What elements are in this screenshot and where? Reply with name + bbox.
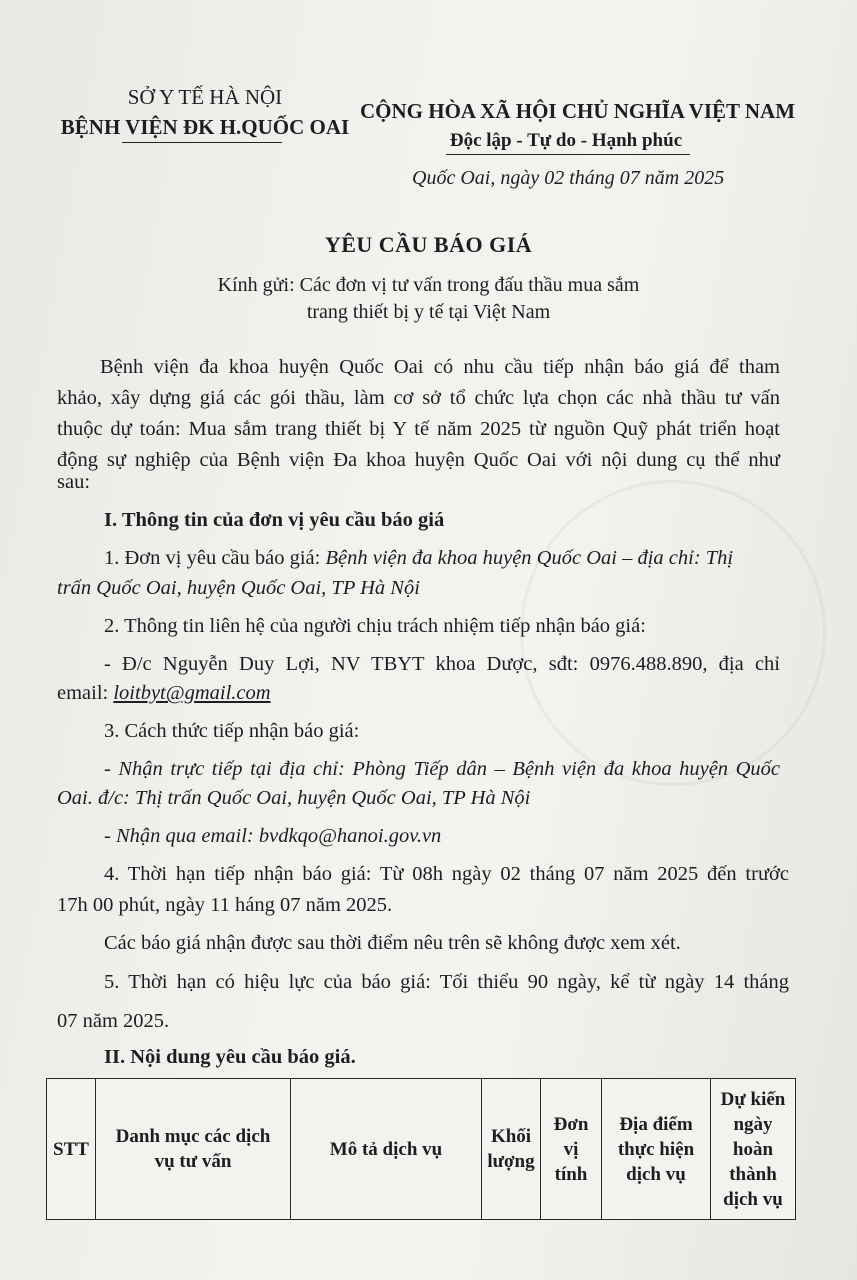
header-text: lượng (487, 1151, 535, 1172)
col-header-quantity (482, 1079, 541, 1220)
header-text: STT (53, 1138, 89, 1160)
header-text: tính (554, 1163, 588, 1185)
header-text: vụ tư vấn (154, 1151, 232, 1172)
section-2-heading: II. Nội dung yêu cầu báo giá. (104, 1046, 356, 1068)
header-text: ngày (733, 1113, 773, 1135)
item-1-label: 1. Đơn vị yêu cầu báo giá: (104, 547, 326, 569)
method-direct-address: Oai. đ/c: Thị trấn Quốc Oai, huyện Quốc Oai, TP Hà Nội (57, 787, 531, 809)
header-text: thành (729, 1163, 777, 1185)
item-1 (104, 547, 733, 570)
recipient-line-2: trang thiết bị y tế tại Việt Nam (306, 301, 551, 323)
quote-request-table (46, 1078, 796, 1220)
contact-email-link[interactable]: loitbyt@gmail.com (113, 682, 271, 704)
intro-line-1: Bệnh viện đa khoa huyện Quốc Oai có nhu cầu tiếp nhận báo giá để tham (100, 356, 780, 378)
issuer-hospital: BỆNH VIỆN ĐK H.QUỐC OAI (60, 115, 350, 139)
section-1-heading: I. Thông tin của đơn vị yêu cầu báo giá (104, 509, 445, 531)
intro-line-2: khảo, xây dựng giá các gói thầu, làm cơ sở tổ chức lựa chọn các nhà thầu tư vấn (57, 387, 780, 409)
header-text: hoàn (732, 1138, 774, 1160)
header-text: Đơn (553, 1113, 589, 1135)
contact-line: - Đ/c Nguyễn Duy Lợi, NV TBYT khoa Dược, sđt: 0976.488.890, địa chỉ (104, 653, 780, 675)
item-3: 3. Cách thức tiếp nhận báo giá: (104, 720, 360, 742)
motto: Độc lập - Tự do - Hạnh phúc (449, 130, 683, 151)
item-1-value-continued: trấn Quốc Oai, huyện Quốc Oai, TP Hà Nội (57, 577, 420, 599)
item-4: 4. Thời hạn tiếp nhận báo giá: Từ 08h ngày 02 tháng 07 năm 2025 đến trước (104, 863, 789, 885)
header-text: dịch vụ (626, 1163, 686, 1185)
issuer-block (60, 82, 350, 142)
email-label: email: (57, 682, 114, 704)
country-name: CỘNG HÒA XÃ HỘI CHỦ NGHĨA VIỆT NAM (360, 99, 796, 123)
header-text: Danh mục các dịch (115, 1126, 271, 1147)
item-4-continued: 17h 00 phút, ngày 11 háng 07 năm 2025. (57, 894, 393, 916)
col-header-unit (541, 1079, 602, 1220)
item-2: 2. Thông tin liên hệ của người chịu trách nhiệm tiếp nhận báo giá: (104, 615, 646, 637)
header-text: Mô tả dịch vụ (329, 1138, 443, 1160)
method-email: - Nhận qua email: bvdkqo@hanoi.gov.vn (104, 825, 442, 847)
intro-line-3: thuộc dự toán: Mua sắm trang thiết bị Y tế năm 2025 từ nguồn Quỹ phát triển hoạt (57, 418, 780, 440)
item-5: 5. Thời hạn có hiệu lực của báo giá: Tối thiểu 90 ngày, kể từ ngày 14 tháng (104, 971, 789, 993)
header-text: Địa điểm (619, 1113, 693, 1135)
header-text: vị (563, 1138, 579, 1160)
header-text: dịch vụ (723, 1188, 783, 1210)
header-text: Dự kiến (720, 1088, 786, 1110)
issuer-department: SỞ Y TẾ HÀ NỘI (127, 85, 283, 109)
contact-email-line (57, 682, 271, 705)
document-title: YÊU CẦU BÁO GIÁ (324, 232, 533, 257)
intro-line-4: động sự nghiệp của Bệnh viện Đa khoa huyện Quốc Oai với nội dung cụ thể như (57, 449, 780, 471)
col-header-stt (47, 1079, 96, 1220)
col-header-service-list (96, 1079, 291, 1220)
col-header-location (602, 1079, 711, 1220)
recipient-line-1: Kính gửi: Các đơn vị tư vấn trong đấu thầu mua sắm (217, 274, 640, 296)
col-header-description (291, 1079, 482, 1220)
late-submission-note: Các báo giá nhận được sau thời điểm nêu trên sẽ không được xem xét. (104, 932, 681, 954)
motto-underline (446, 154, 690, 155)
item-5-continued: 07 năm 2025. (57, 1010, 170, 1032)
issuer-underline (122, 142, 282, 143)
col-header-expected-completion (711, 1079, 796, 1220)
method-direct: - Nhận trực tiếp tại địa chỉ: Phòng Tiếp dân – Bệnh viện đa khoa huyện Quốc (104, 758, 780, 780)
national-motto-block (360, 96, 796, 156)
header-text: thực hiện (617, 1138, 695, 1160)
document-date: Quốc Oai, ngày 02 tháng 07 năm 2025 (412, 167, 725, 189)
header-text: Khối (490, 1126, 532, 1147)
item-1-value: Bệnh viện đa khoa huyện Quốc Oai – địa chỉ: Thị (325, 547, 734, 569)
intro-line-5: sau: (57, 471, 91, 493)
table-header-row (47, 1079, 796, 1220)
